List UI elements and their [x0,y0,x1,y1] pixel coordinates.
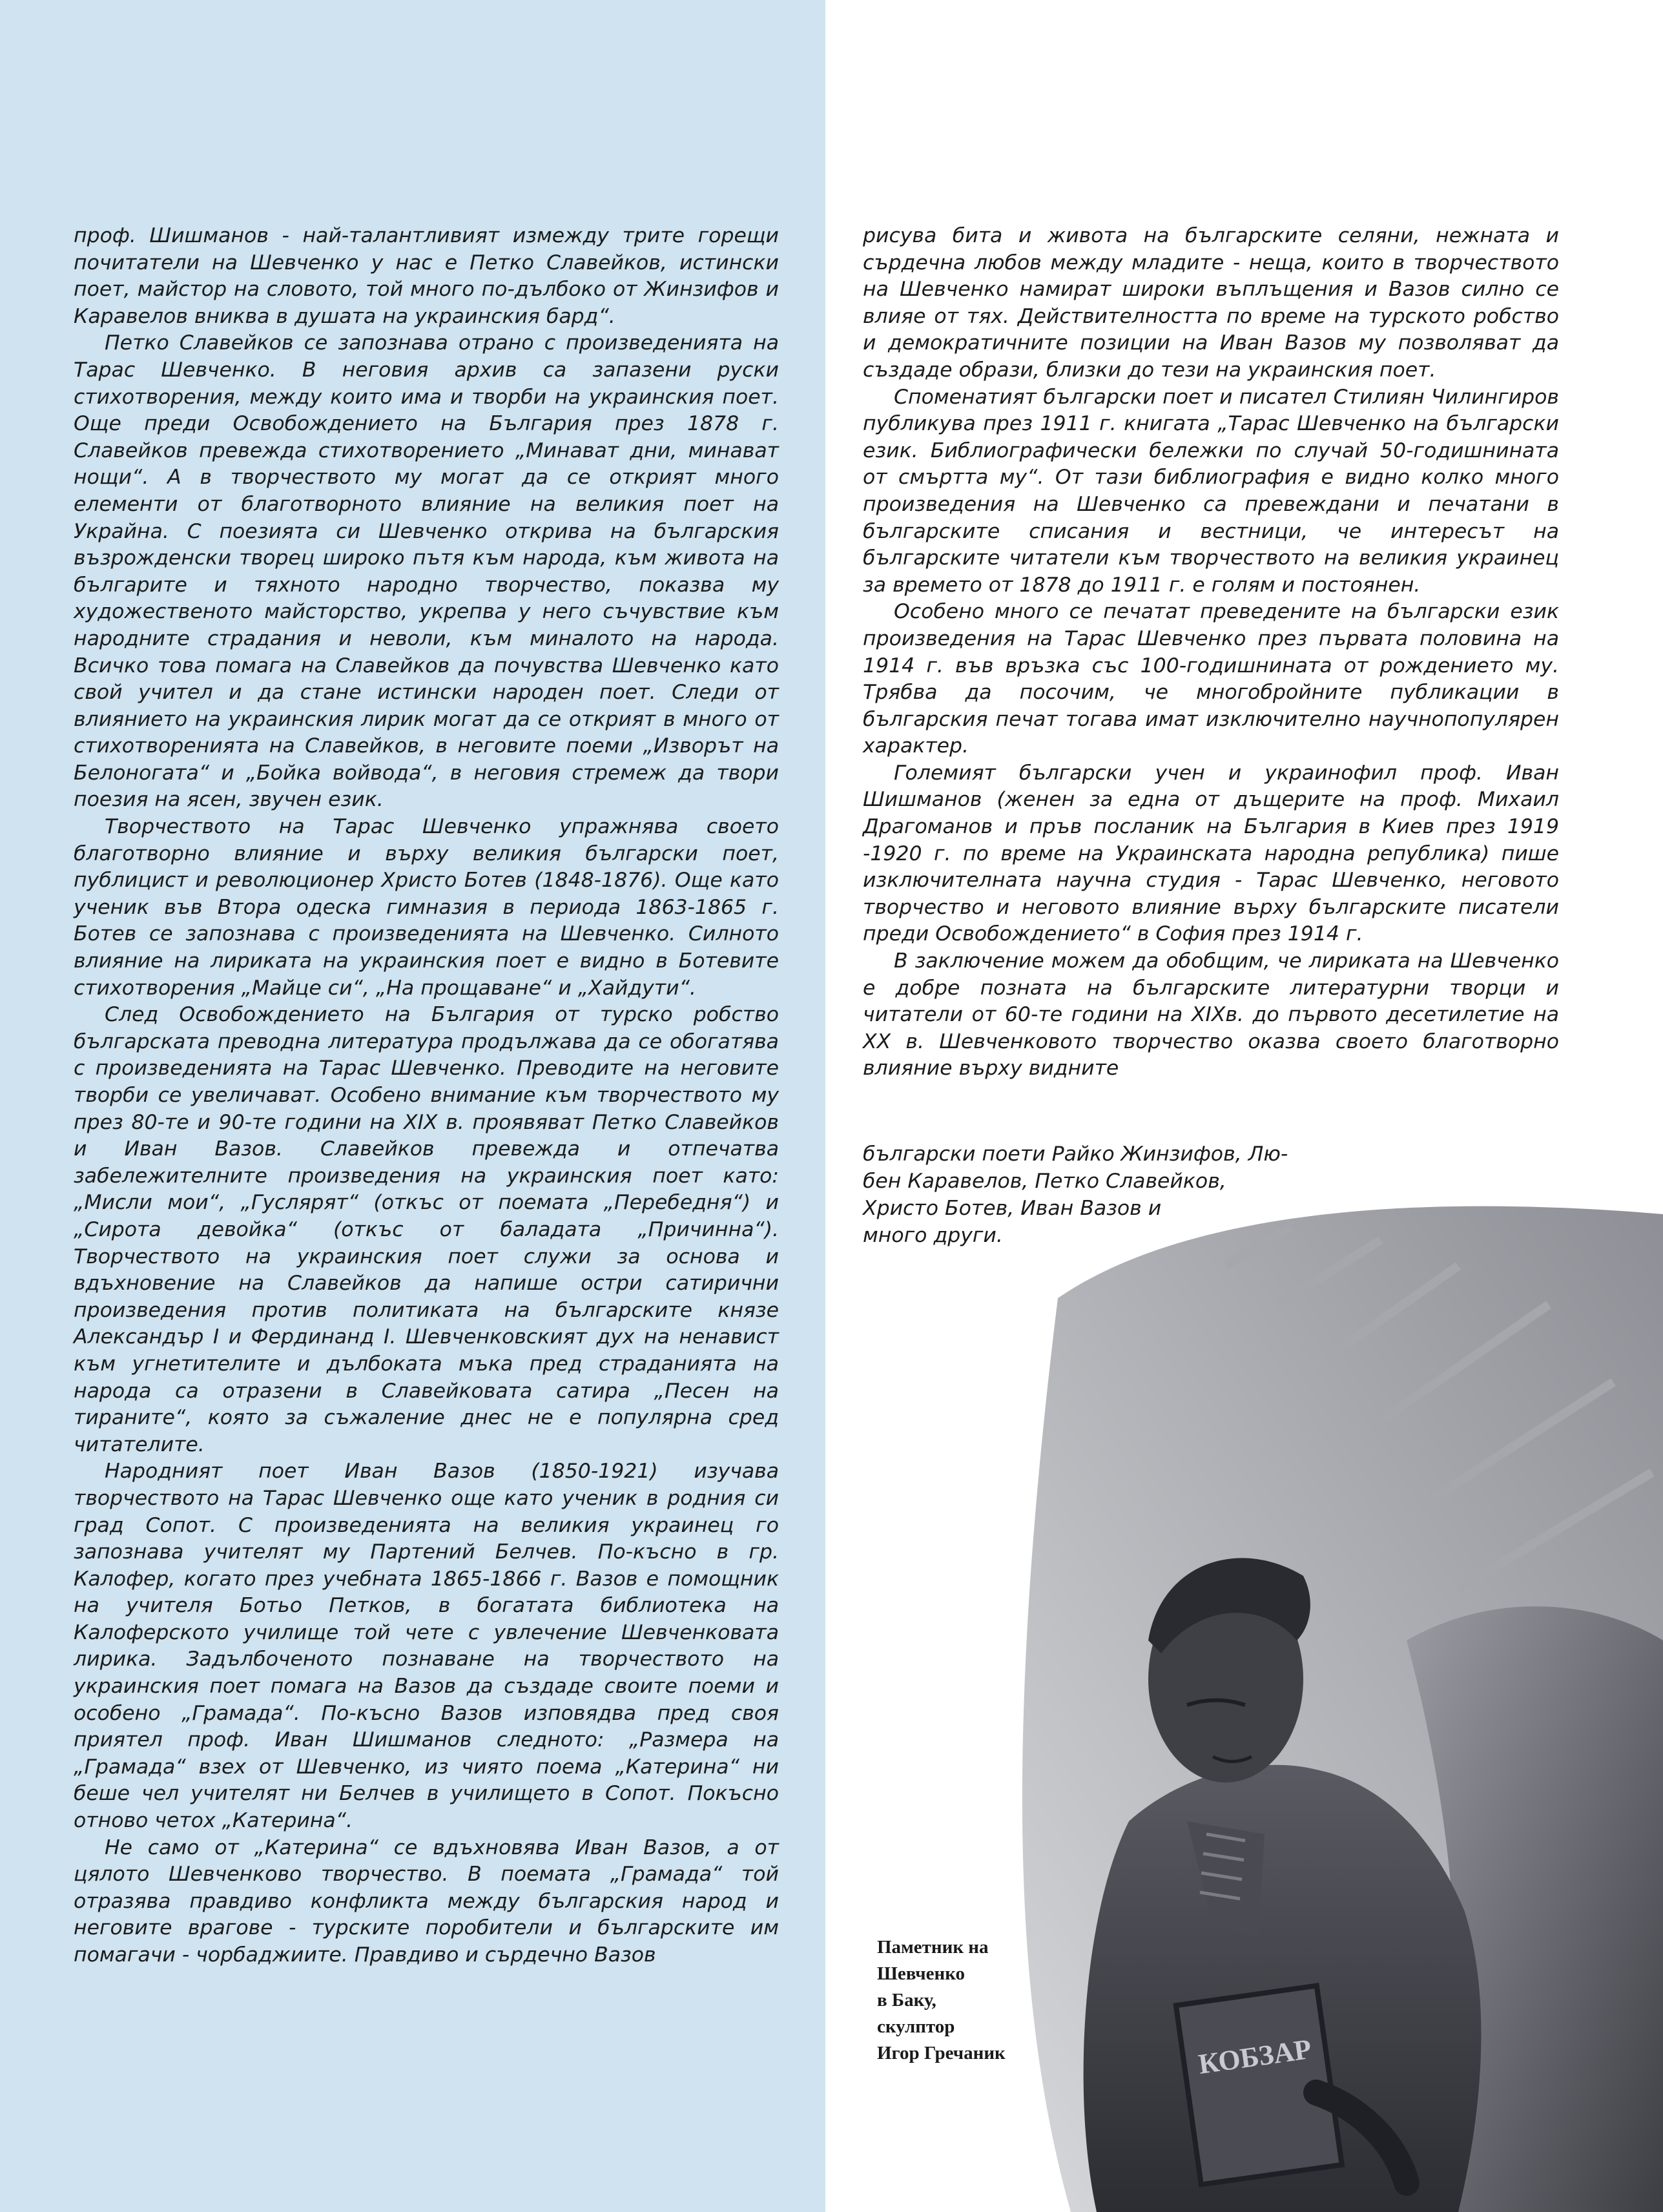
paragraph: Петко Славейков се запознава отрано с произведенията на Тарас Шевченко. В неговия архив са запазени руски стихотворения, между които има и творби на украинския поет. Още преди Освобождението на България през 1878 г. Славейков превежда стихотворението „Минават дни, минават нощи“. А в творчеството му могат да се открият много елементи от благотворното влияние на великия поет на Украйна. С поезията си Шевченко открива на българския възрожденски творец широко пътя към народа, към живота на българите и тяхното народно творчество, показва му художественото майсторство, укрепва у него съчувствие към народните страдания и неволи, към миналото на народа. Всичко това помага на Славейков да почувства Шевченко като свой учител и да стане истински народен поет. Следи от влиянието на украинския лирик могат да се открият в много от стихотворенията на Славейков, в неговите поеми „Изворът на Белоногата“ и „Бойка войвода“, в неговия стремеж да твори поезия на ясен, звучен език. [74,331,779,812]
paragraph: В заключение можем да обобщим, че лириката на Шевченко е добре позната на българските литературни творци и читатели от 60-те години на XIXв. до първото десетилетие на XX в. Шевченковото творчество оказва своето благотворно влияние върху видните [863,949,1559,1080]
right-text-column [863,223,1559,1082]
text-line: български поети Райко Жинзифов, Лю- [863,1142,1288,1166]
paragraph: проф. Шишманов - най-талантливият измежду трите горещи почитатели на Шевченко у нас е Петко Славейков, истински поет, майстор на словото, той много по-дълбоко от Жинзифов и Каравелов вниква в душата на украинския бард“. [74,224,779,328]
paragraph: Творчеството на Тарас Шевченко упражнява своето благотворно влияние и върху великия български поет, публицист и революционер Христо Ботев (1848-1876). Още като ученик във Втора одеска гимназия в периода 1863-1865 г. Ботев се запознава с произведенията на Шевченко. Силното влияние на лириката на украинския поет е видно в Ботевите стихотворения „Майце си“, „На прощаване“ и „Хайдути“. [74,815,779,1000]
caption-line: скулптор [877,2016,955,2037]
caption-line: Паметник на [877,1937,989,1958]
paragraph: рисува бита и живота на българските селяни, нежната и сърдечна любов между младите - неща, които в творчеството на Шевченко намират широки въплъщения и Вазов силно се влияе от тях. Действителността по време на турското робство и демократичните позиции на Иван Вазов му позволяват да създаде образи, близки до тези на украинския поет. [863,224,1559,382]
paragraph: Споменатият български поет и писател Стилиян Чилингиров публикува през 1911 г. книгата „Тарас Шевченко на български език. Библиографически бележки по случай 50-годишнината от смъртта му“. От тази библиография е видно колко много произведения на Шевченко са превеждани и печатани в българските списания и вестници, че интересът на българските читатели към творчеството на великия украинец за времето от 1878 до 1911 г. е голям и постоянен. [863,385,1559,597]
photo-caption [877,1934,1006,2067]
paragraph: Народният поет Иван Вазов (1850-1921) изучава творчеството на Тарас Шевченко още като ученик в родния си град Сопот. С произведенията на великия украинец го запознава учителят му Партений Белчев. По-късно в гр. Калофер, когато през учебната 1865-1866 г. Вазов е помощник на учителя Ботьо Петков, в богатата библиотека на Калоферското училище той чете с увлечение Шевченковата лирика. Задълбоченото познаване на творчеството на украинския поет помага на Вазов да създаде своите поеми и особено „Грамада“. По-късно Вазов изповядва пред своя приятел проф. Иван Шишманов следното: „Размера на „Грамада“ взех от Шевченко, из чиято поема „Катерина“ ни беше чел учителят ни Белчев в училището в Сопот. Покъсно отново четох „Катерина“. [74,1460,779,1833]
caption-line: в Баку, [877,1990,936,2010]
paragraph: Не само от „Катерина“ се вдъхновява Иван Вазов, а от цялото Шевченково творчество. В поемата „Грамада“ той отразява правдиво конфликта между българския народ и неговите врагове - турските поробители и българските им помагачи - чорбаджиите. Правдиво и сърдечно Вазов [74,1835,779,1967]
text-line: бен Каравелов, Петко Славейков, [863,1170,1226,1193]
book-title: КОБЗАР [1196,2032,1314,2080]
caption-line: Шевченко [877,1963,966,1984]
paragraph: Особено много се печатат преведените на български език произведения на Тарас Шевченко през първата половина на 1914 г. във връзка със 100-годишнината от рождението му. Трябва да посочим, че многобройните публикации в българския печат тогава имат изключително научнопопулярен характер. [863,600,1559,758]
left-text-column [74,223,779,1969]
text-line: Христо Ботев, Иван Вазов и [863,1197,1162,1220]
caption-line: Игор Гречаник [877,2043,1006,2063]
text-line: много други. [863,1224,1003,1247]
paragraph: Големият български учен и украинофил проф. Иван Шишманов (женен за една от дъщерите на проф. Михаил Драгоманов и пръв посланик на България в Киев през 1919 -1920 г. по време на Украинската народна република) пише изключителната научна студия - Тарас Шевченко, неговото творчество и неговото влияние върху българските писатели преди Освобождението“ в София през 1914 г. [863,761,1559,946]
paragraph: След Освобождението на България от турско робство българската преводна литература продължава да се обогатява с произведенията на Тарас Шевченко. Преводите на неговите творби се увеличават. Особено внимание към творчеството му през 80-те и 90-те години на XIX в. проявяват Петко Славейков и Иван Вазов. Славейков превежда и отпечатва забележителните произведения на украинския поет като: „Мисли мои“, „Гуслярят“ (откъс от поемата „Перебедня“) и „Сирота девойка“ (откъс от баладата „Причинна“). Творчеството на украинския поет служи за основа и вдъхновение на Славейков да напише остри сатирични произведения против политиката на българските князе Александър I и Фердинанд I. Шевченковският дух на ненавист към угнетителите и дълбоката мъка пред страданията на народа са отразени в Славейковата сатира „Песен на тираните“, която за съжаление днес не е популярна сред читателите. [74,1003,779,1456]
